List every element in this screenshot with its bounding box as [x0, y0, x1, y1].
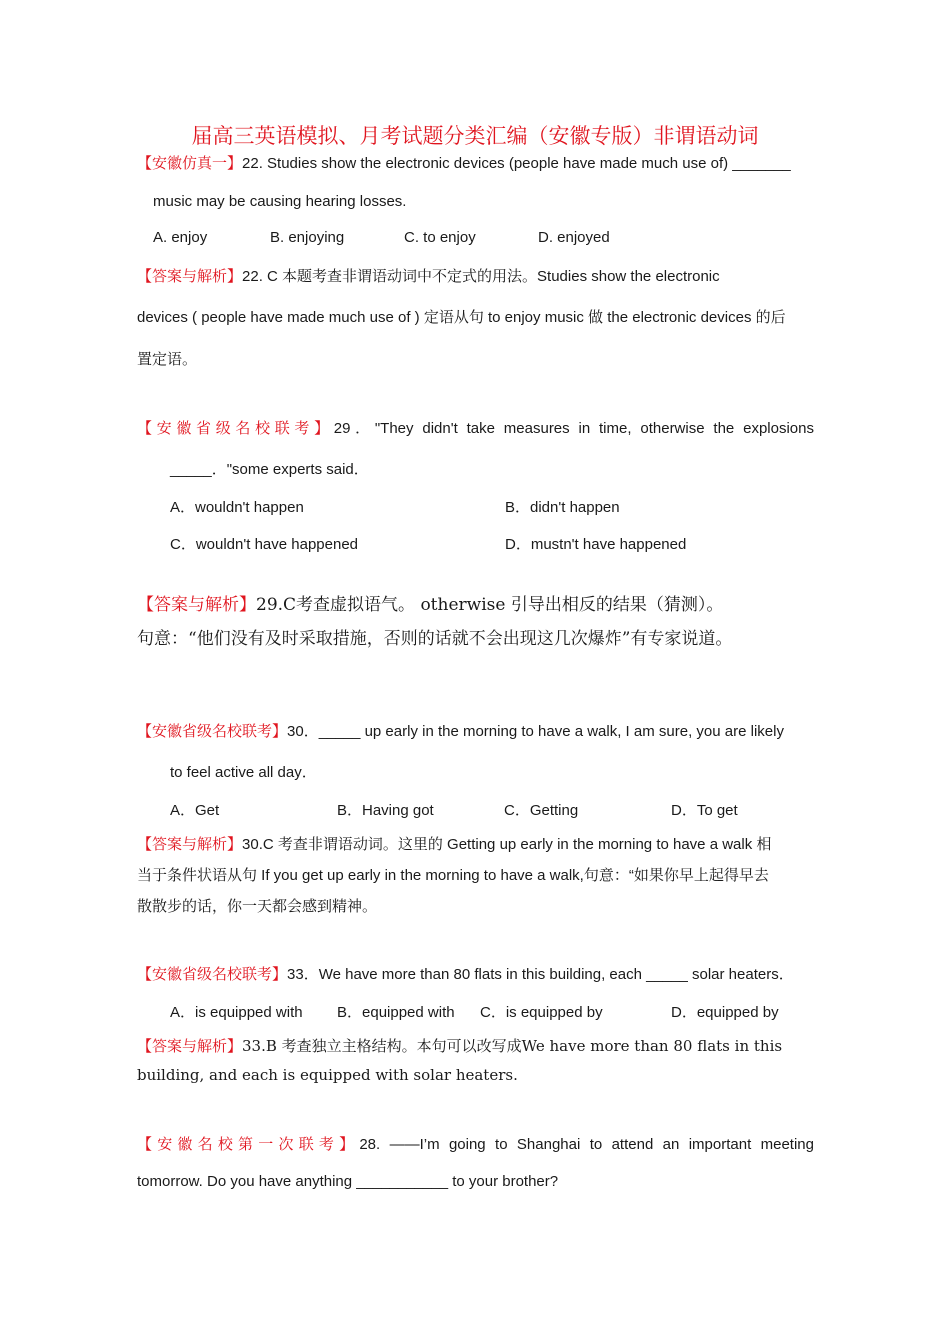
page-title: 届高三英语模拟、月考试题分类汇编（安徽专版）非谓语动词	[191, 124, 759, 148]
question-stem: 33．We have more than 80 flats in this building, each _____ solar heaters．	[287, 966, 794, 983]
option-c: C．Getting	[504, 802, 579, 819]
answer-tag: 【答案与解析】	[137, 595, 256, 615]
question-stem-continued: music may be causing hearing losses.	[153, 193, 407, 210]
option-b: B．Having got	[337, 802, 434, 819]
answer-tag: 【答案与解析】	[137, 836, 243, 853]
option-c: C．wouldn't have happened	[170, 536, 358, 553]
question-stem: 30．_____ up early in the morning to have a walk, I am sure, you are likely	[287, 723, 784, 740]
answer-33	[137, 1035, 782, 1056]
answer-text: 30.C 考查非谓语动词。这里的 Getting up early in the morning to have a walk 相	[242, 836, 772, 853]
question-source-tag: 【安徽省级名校联考】	[137, 420, 334, 437]
answer-text-line3: 置定语。	[137, 351, 198, 368]
answer-text-line2: building, and each is equipped with solar heaters.	[137, 1066, 518, 1084]
option-a: A．wouldn't happen	[170, 499, 304, 516]
answer-30	[137, 833, 771, 854]
option-c: C. to enjoy	[404, 229, 476, 246]
option-d: D. enjoyed	[538, 229, 610, 246]
question-source-tag: 【安徽仿真一】	[137, 155, 243, 172]
answer-text: 22. C 本题考查非谓语动词中不定式的用法。Studies show the electronic	[242, 268, 720, 285]
answer-29	[137, 590, 723, 615]
question-stem-continued: tomorrow. Do you have anything ___________ to your brother?	[137, 1173, 559, 1190]
option-d: D．equipped by	[671, 1004, 779, 1021]
option-a: A．is equipped with	[170, 1004, 303, 1021]
question-source-tag: 【安徽省级名校联考】	[137, 723, 288, 740]
answer-text-line2: 句意：“他们没有及时采取措施，否则的话就不会出现这几次爆炸”有专家说道。	[137, 629, 733, 649]
question-source-tag: 【安徽名校第一次联考】	[137, 1136, 360, 1153]
answer-text-line2: devices ( people have made much use of ) 定语从句 to enjoy music 做 the electronic devices 的后	[137, 309, 786, 326]
answer-tag: 【答案与解析】	[137, 1038, 243, 1055]
question-stem: 28. ——I’m going to Shanghai to attend an important meeting	[359, 1136, 814, 1153]
question-stem: 29．"They didn't take measures in time, otherwise the explosions	[333, 420, 814, 437]
question-stem-continued: _____．"some experts said．	[170, 461, 369, 478]
option-a: A．Get	[170, 802, 220, 819]
question-22	[137, 152, 791, 173]
question-stem-continued: to feel active all day．	[170, 764, 317, 781]
option-d: D．mustn't have happened	[505, 536, 687, 553]
option-a: A. enjoy	[153, 229, 208, 246]
option-b: B．equipped with	[337, 1004, 455, 1021]
option-d: D．To get	[671, 802, 738, 819]
answer-tag: 【答案与解析】	[137, 268, 243, 285]
answer-text: 33.B 考查独立主格结构。本句可以改写成We have more than 80 flats in this	[242, 1037, 783, 1055]
question-33	[137, 963, 794, 984]
answer-text-line2: 当于条件状语从句 If you get up early in the morning to have a walk,句意：“如果你早上起得早去	[137, 867, 769, 884]
option-b: B. enjoying	[270, 229, 345, 246]
question-30	[137, 720, 784, 741]
question-28	[137, 1133, 814, 1154]
question-stem: 22. Studies show the electronic devices (people have made much use of) _______	[242, 155, 791, 172]
answer-text: 29.C考查虚拟语气。 otherwise 引导出相反的结果（猜测）。	[256, 595, 724, 615]
answer-text-line3: 散散步的话，你一天都会感到精神。	[137, 898, 378, 915]
option-c: C．is equipped by	[480, 1004, 603, 1021]
answer-22	[137, 265, 720, 286]
question-29	[137, 417, 814, 438]
question-source-tag: 【安徽省级名校联考】	[137, 966, 288, 983]
option-b: B．didn't happen	[505, 499, 620, 516]
